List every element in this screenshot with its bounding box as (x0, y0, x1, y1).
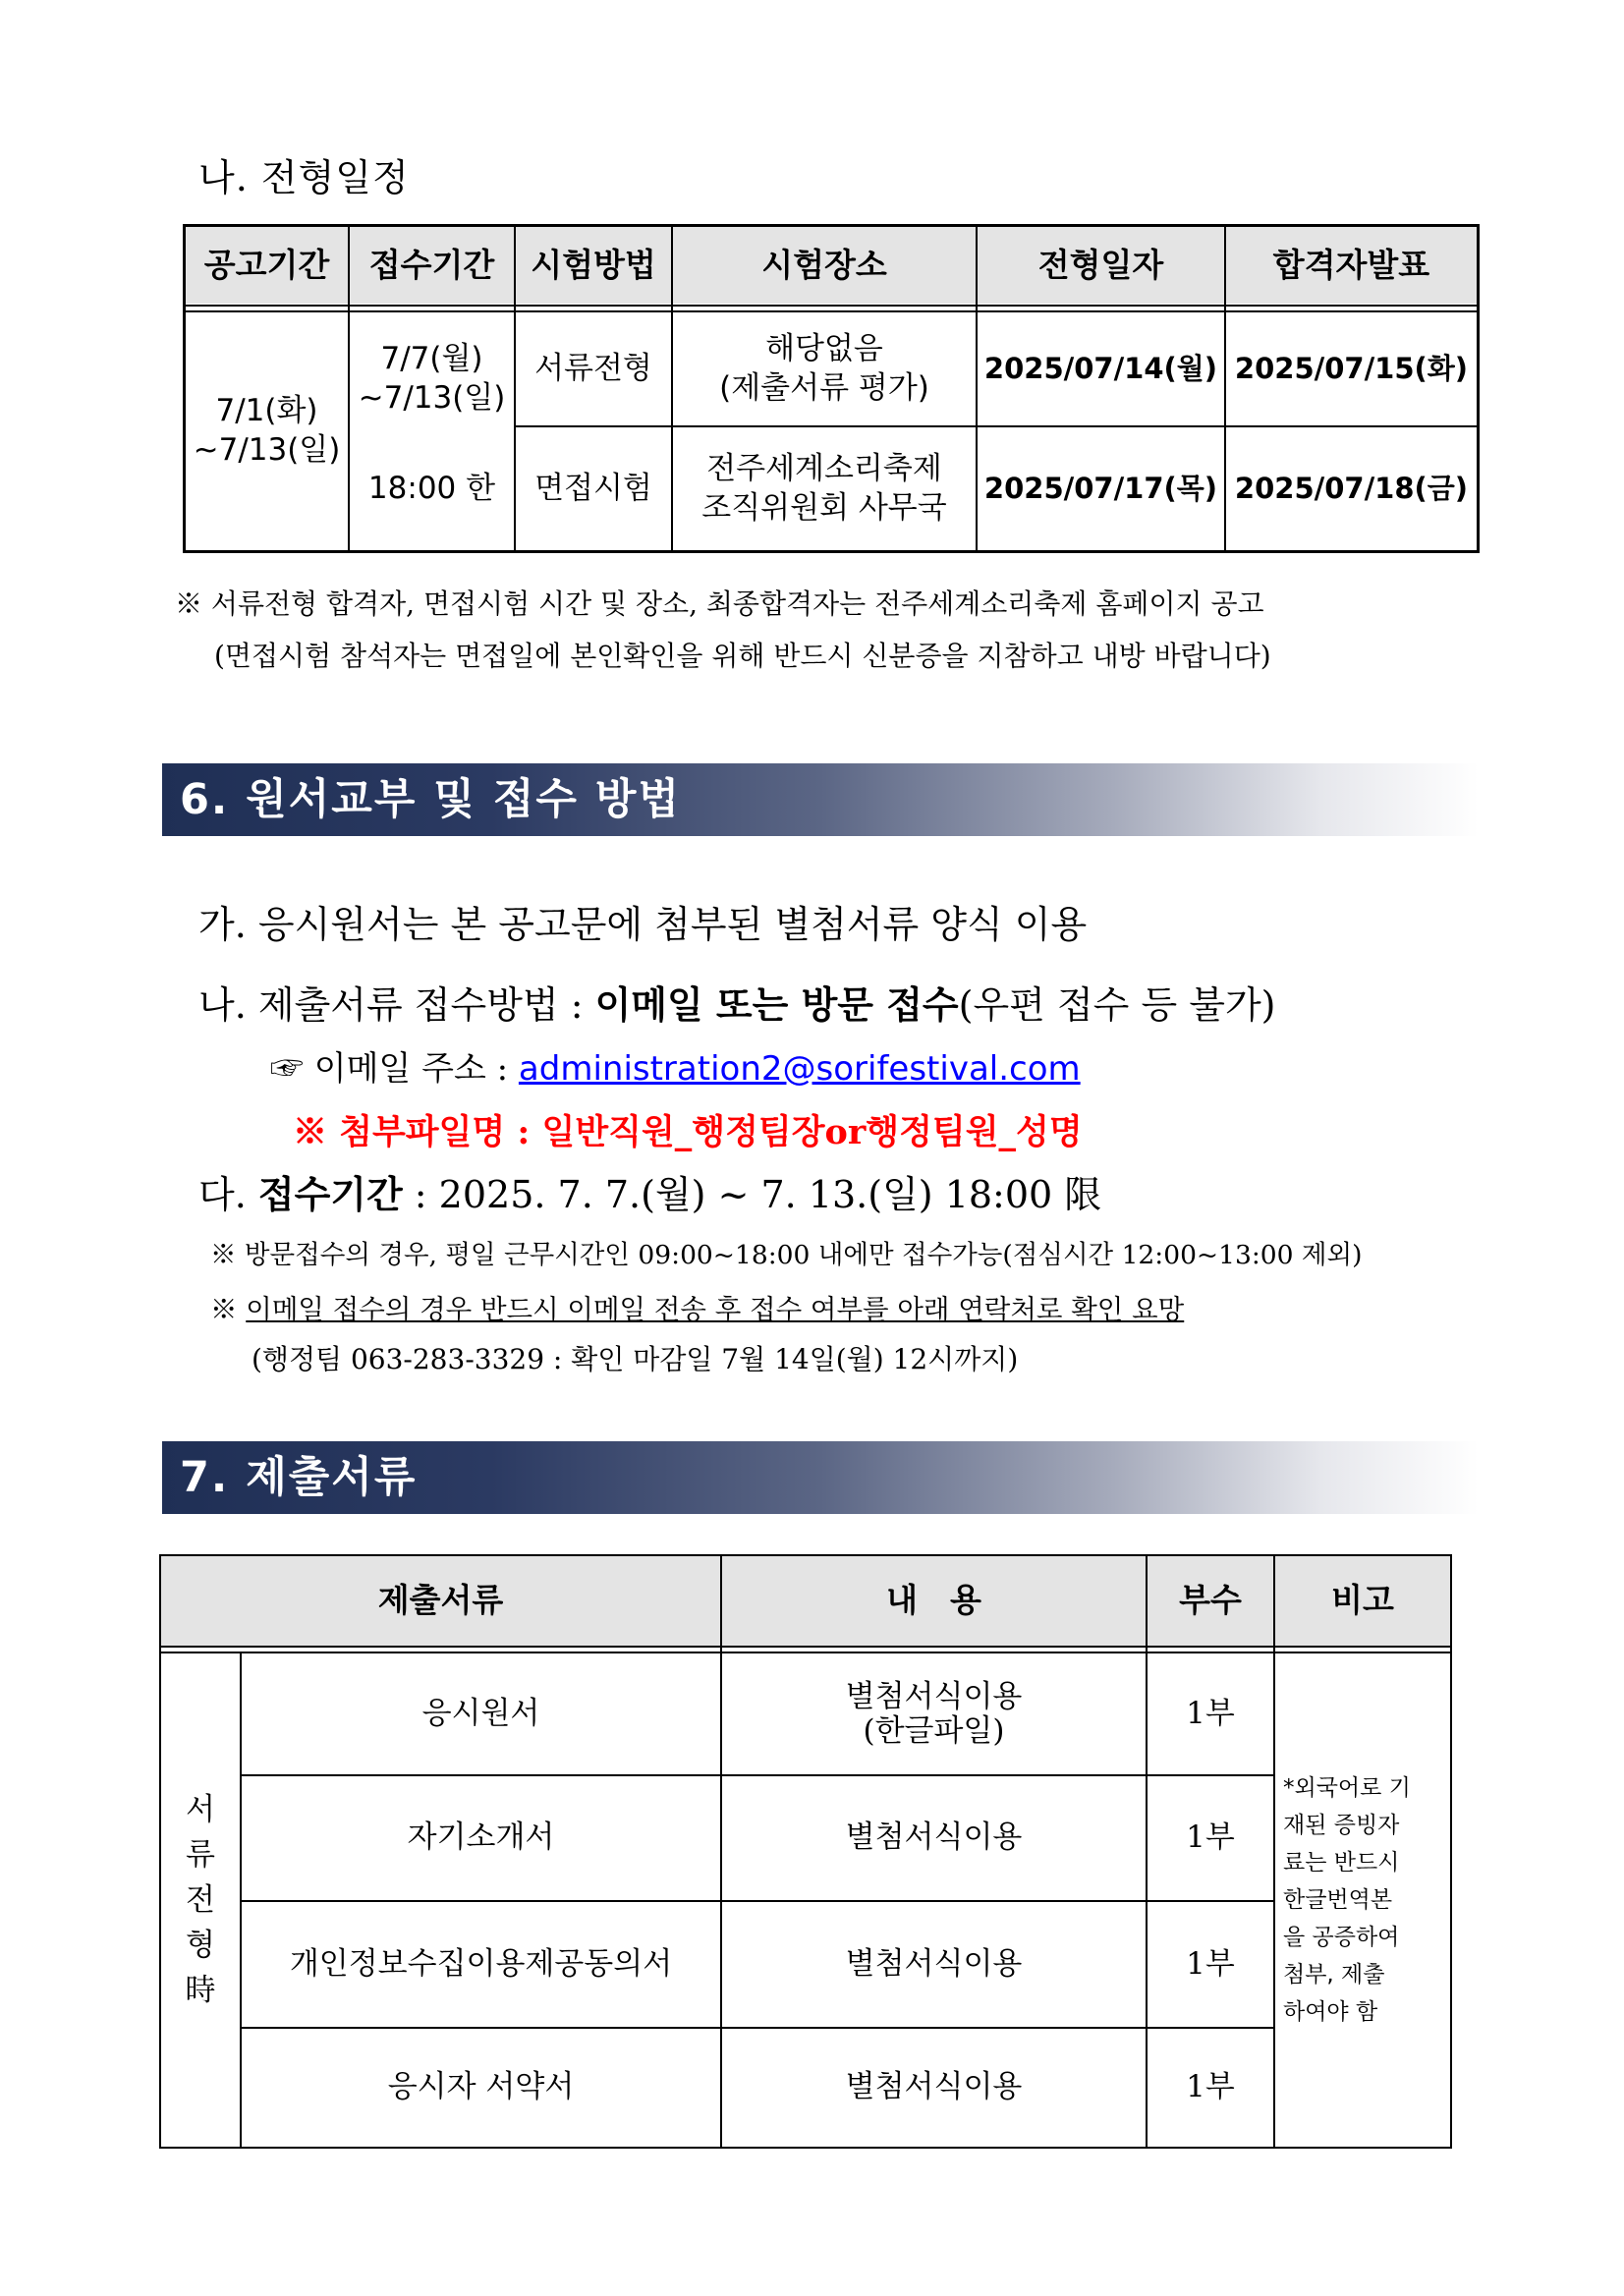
doc-row-1-count: 1부 (1186, 1695, 1235, 1731)
doc-row-2-count: 1부 (1186, 1820, 1235, 1856)
remark-translation-note: *외국어로 기 재된 증빙자 료는 반드시 한글번역본 을 공증하여 첨부, 제출 하여야 함 (1283, 1775, 1411, 2025)
receipt-period-cell: 7/7(월) ~7/13(일) (358, 340, 506, 416)
section6-bar (162, 763, 1479, 836)
section7-bar (162, 1441, 1479, 1514)
email-link[interactable]: administration2@sorifestival.com (518, 1049, 1081, 1089)
documents-table (159, 1554, 1452, 2149)
row2-place: 전주세계소리축제 조직위원회 사무국 (701, 450, 947, 526)
docs-header-content: 내 용 (886, 1581, 981, 1620)
visit-note: ※ 방문접수의 경우, 평일 근무시간인 09:00~18:00 내에만 접수가능(점심시간 12:00~13:00 제외) (210, 1240, 1363, 1270)
doc-row-2-name: 자기소개서 (407, 1820, 555, 1856)
header-exam-method: 시험방법 (531, 245, 656, 284)
attach-filename-note: ※ 첨부파일명 : 일반직원_행정팀장or행정팀원_성명 (293, 1112, 1083, 1152)
submission-method: 이메일 또는 방문 접수 (594, 982, 959, 1027)
doc-row-1-name: 응시원서 (421, 1695, 540, 1731)
contact-note: (행정팀 063-283-3329 : 확인 마감일 7월 14일(월) 12시까지) (252, 1343, 1019, 1375)
row2-date: 2025/07/17(목) (983, 471, 1218, 505)
notice-period-cell: 7/1(화) ~7/13(일) (193, 393, 341, 468)
row1-date: 2025/07/14(월) (983, 351, 1218, 385)
doc-row-4-name: 응시자 서약서 (387, 2069, 575, 2105)
section6-item-b: 나. 제출서류 접수방법 : 이메일 또는 방문 접수(우편 접수 등 불가) (198, 982, 1276, 1027)
row2-method: 면접시험 (534, 470, 652, 506)
doc-row-3-count: 1부 (1186, 1945, 1235, 1982)
doc-row-1-content: 별첨서식이용 (한글파일) (845, 1679, 1023, 1749)
schedule-table (183, 224, 1480, 553)
section6-item-a: 가. 응시원서는 본 공고문에 첨부된 별첨서류 양식 이용 (198, 903, 1088, 946)
header-exam-date: 전형일자 (1037, 245, 1164, 284)
email-line: ☞ 이메일 주소 : administration2@sorifestival.com (270, 1049, 1081, 1089)
doc-row-4-count: 1부 (1186, 2069, 1235, 2105)
schedule-note-1: ※ 서류전형 합격자, 면접시험 시간 및 장소, 최종합격자는 전주세계소리축제 홈페이지 공고 (175, 588, 1264, 620)
row1-announce: 2025/07/15(화) (1234, 351, 1469, 385)
header-announcement: 합격자발표 (1272, 245, 1430, 284)
header-receipt-period: 접수기간 (368, 245, 495, 284)
schedule-note-2: (면접시험 참석자는 면접일에 본인확인을 위해 반드시 신분증을 지참하고 내방 바랍니다) (214, 640, 1271, 672)
group-label-document-screening: 서 류 전 형 時 (185, 1792, 216, 2008)
receipt-time-cell: 18:00 한 (367, 470, 496, 506)
row1-place: 해당없음 (제출서류 평가) (719, 330, 929, 406)
email-confirm-note: ※ 이메일 접수의 경우 반드시 이메일 전송 후 접수 여부를 아래 연락처로 확인 요망 (210, 1294, 1185, 1325)
row1-method: 서류전형 (534, 350, 652, 386)
doc-row-4-content: 별첨서식이용 (845, 2069, 1023, 2105)
section7-title: 7. 제출서류 (180, 1453, 418, 1502)
doc-row-3-content: 별첨서식이용 (845, 1945, 1023, 1982)
docs-header-remark: 비고 (1331, 1581, 1394, 1620)
schedule-heading: 나. 전형일정 (198, 156, 410, 199)
section6-item-c: 다. 접수기간 : 2025. 7. 7.(월) ~ 7. 13.(일) 18:00 限 (198, 1172, 1102, 1216)
docs-header-count: 부수 (1179, 1581, 1242, 1620)
doc-row-2-content: 별첨서식이용 (845, 1820, 1023, 1856)
header-exam-place: 시험장소 (761, 245, 887, 284)
section6-title: 6. 원서교부 및 접수 방법 (180, 775, 681, 824)
docs-header-document: 제출서류 (377, 1581, 504, 1620)
header-notice-period: 공고기간 (203, 245, 330, 284)
row2-announce: 2025/07/18(금) (1234, 471, 1469, 505)
doc-row-3-name: 개인정보수집이용제공동의서 (289, 1945, 673, 1982)
